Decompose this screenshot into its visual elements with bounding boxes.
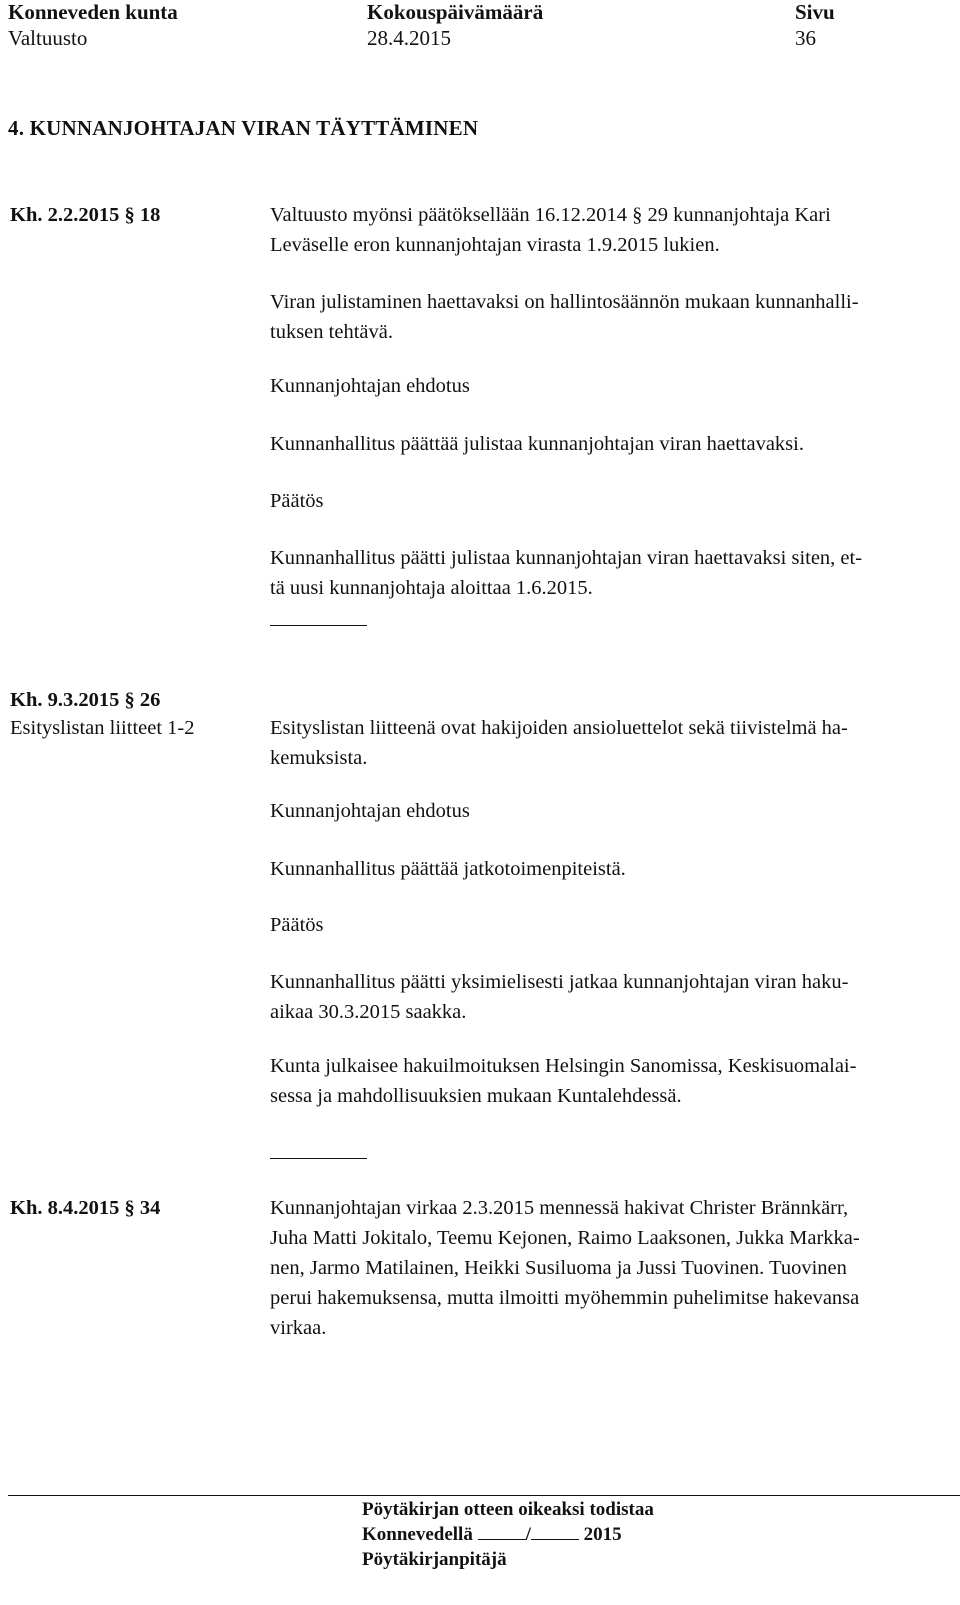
page-number: 36 (795, 26, 816, 50)
decision-text (270, 967, 960, 1027)
day-blank (478, 1522, 526, 1540)
paragraph-line: tuksen tehtävä. (270, 321, 393, 343)
paragraph-line: virkaa. (270, 1317, 327, 1339)
section-divider (270, 625, 367, 626)
org-value: Valtuusto (8, 26, 88, 50)
paragraph-line: tä uusi kunnanjohtaja aloittaa 1.6.2015. (270, 577, 593, 599)
paragraph-line: Juha Matti Jokitalo, Teemu Kejonen, Raimo Laaksonen, Jukka Markka- (270, 1227, 860, 1249)
proposal-heading: Kunnanjohtajan ehdotus (270, 375, 470, 397)
paragraph-line: Kunnanhallitus päätti yksimielisesti jatkaa kunnanjohtajan viran haku- (270, 971, 849, 993)
decision-heading: Päätös (270, 490, 324, 512)
paragraph (270, 713, 960, 773)
page-label: Sivu (795, 0, 835, 24)
paragraph-line: Kunnanhallitus päätti julistaa kunnanjohtajan viran haettavaksi siten, et- (270, 547, 863, 569)
paragraph (270, 1193, 960, 1343)
date-separator: / (525, 1524, 531, 1545)
certification-place-date (362, 1522, 622, 1548)
paragraph-line: Viran julistaminen haettavaksi on hallintosäännön mukaan kunnanhalli- (270, 291, 859, 313)
section-divider (270, 1158, 367, 1159)
section-ref: Kh. 8.4.2015 § 34 (10, 1197, 161, 1219)
proposal-text: Kunnanhallitus päättää julistaa kunnanjohtajan viran haettavaksi. (270, 433, 804, 455)
paragraph-line: nen, Jarmo Matilainen, Heikki Susiluoma ja Jussi Tuovinen. Tuovinen (270, 1257, 847, 1279)
proposal-heading: Kunnanjohtajan ehdotus (270, 800, 470, 822)
month-blank (531, 1522, 579, 1540)
certification-place: Konnevedellä (362, 1524, 473, 1545)
date-label: Kokouspäivämäärä (367, 0, 544, 24)
footer-rule (8, 1495, 960, 1496)
certification-year: 2015 (583, 1524, 622, 1545)
paragraph-line: Leväselle eron kunnanjohtajan virasta 1.9.2015 lukien. (270, 234, 720, 256)
paragraph-line: kemuksista. (270, 747, 368, 769)
paragraph-line: Kunta julkaisee hakuilmoituksen Helsingin Sanomissa, Keskisuomalai- (270, 1055, 857, 1077)
paragraph (270, 287, 960, 347)
attachments-note: Esityslistan liitteet 1-2 (10, 717, 195, 739)
item-title: 4. KUNNANJOHTAJAN VIRAN TÄYTTÄMINEN (8, 116, 479, 140)
paragraph-line: perui hakemuksensa, mutta ilmoitti myöhemmin puhelimitse hakevansa (270, 1287, 860, 1309)
date-value: 28.4.2015 (367, 26, 451, 50)
paragraph (270, 200, 960, 260)
certification-text: Pöytäkirjan otteen oikeaksi todistaa (362, 1499, 654, 1520)
paragraph (270, 1051, 960, 1111)
paragraph-line: Kunnanjohtajan virkaa 2.3.2015 mennessä hakivat Christer Brännkärr, (270, 1197, 849, 1219)
paragraph-line: sessa ja mahdollisuuksien mukaan Kuntalehdessä. (270, 1085, 682, 1107)
org-label: Konneveden kunta (8, 0, 178, 24)
section-ref: Kh. 9.3.2015 § 26 (10, 689, 161, 711)
proposal-text: Kunnanhallitus päättää jatkotoimenpiteistä. (270, 858, 626, 880)
decision-text (270, 543, 960, 603)
paragraph-line: aikaa 30.3.2015 saakka. (270, 1001, 467, 1023)
section-ref: Kh. 2.2.2015 § 18 (10, 204, 161, 226)
paragraph-line: Esityslistan liitteenä ovat hakijoiden ansioluettelot sekä tiivistelmä ha- (270, 717, 848, 739)
decision-heading: Päätös (270, 914, 324, 936)
signer-title: Pöytäkirjanpitäjä (362, 1549, 507, 1570)
paragraph-line: Valtuusto myönsi päätöksellään 16.12.2014 § 29 kunnanjohtaja Kari (270, 204, 831, 226)
